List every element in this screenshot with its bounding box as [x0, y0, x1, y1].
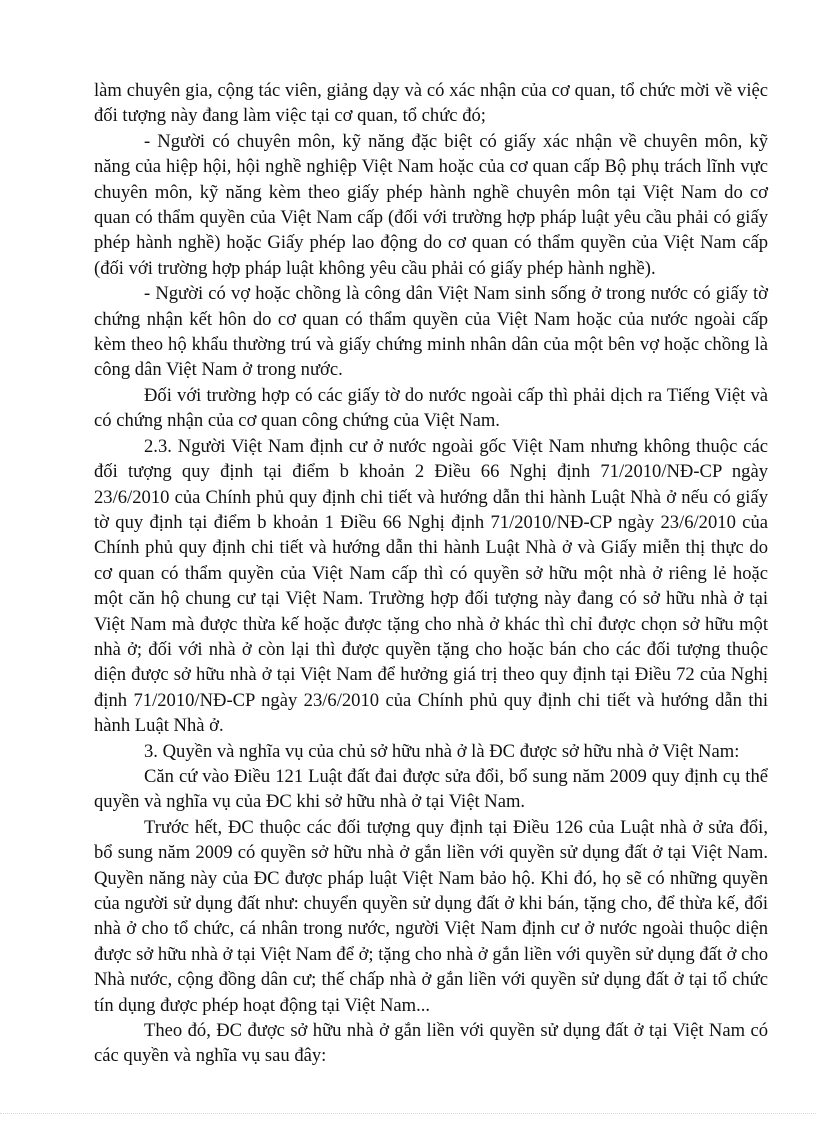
heading-section-3: 3. Quyền và nghĩa vụ của chủ sở hữu nhà ở là ĐC được sở hữu nhà ở Việt Nam:	[144, 740, 740, 762]
paragraph-spouse: - Người có vợ hoặc chồng là công dân Việt Nam sinh sống ở trong nước có giấy tờ chứng nhận kết hôn do cơ quan có thẩm quyền của Việt Nam hoặc của nước ngoài cấp kèm theo hộ khẩu thường trú và giấy chứng minh nhân dân của một bên vợ hoặc chồng là công dân Việt Nam ở trong nước.	[94, 283, 768, 381]
paragraph-foreign-documents: Đối với trường hợp có các giấy tờ do nước ngoài cấp thì phải dịch ra Tiếng Việt và có chứng nhận của cơ quan công chứng của Việt Nam.	[94, 384, 768, 432]
paragraph-conclusion: Theo đó, ĐC được sở hữu nhà ở gắn liền với quyền sử dụng đất ở tại Việt Nam có các quyền và nghĩa vụ sau đây:	[94, 1020, 768, 1067]
paragraph-rights: Trước hết, ĐC thuộc các đối tượng quy định tại Điều 126 của Luật nhà ở sửa đổi, bổ sung năm 2009 có quyền sở hữu nhà ở gắn liền với quyền sử dụng đất ở tại Việt Nam. Quyền năng này của ĐC được pháp luật Việt Nam bảo hộ. Khi đó, họ sẽ có những quyền của người sử dụng đất như: chuyển quyền sử dụng đất ở khi bán, tặng cho, để thừa kế, đổi nhà ở cho tổ chức, cá nhân trong nước, người Việt Nam định cư ở nước ngoài thuộc diện được sở hữu nhà ở tại Việt Nam để ở; tặng cho nhà ở gắn liền với quyền sử dụng đất ở cho Nhà nước, cộng đồng dân cư; thế chấp nhà ở gắn liền với quyền sử dụng đất ở tại tổ chức tín dụng được phép hoạt động tại Việt Nam...	[94, 816, 768, 1016]
page-bottom-divider	[0, 1113, 816, 1114]
paragraph-special-skills: - Người có chuyên môn, kỹ năng đặc biệt có giấy xác nhận về chuyên môn, kỹ năng của hiệp hội, hội nghề nghiệp Việt Nam hoặc của cơ quan cấp Bộ phụ trách lĩnh vực chuyên môn, kỹ năng kèm theo giấy phép hành nghề chuyên môn tại Việt Nam do cơ quan có thẩm quyền của Việt Nam cấp (đối với trường hợp pháp luật yêu cầu phải có giấy phép hành nghề) hoặc Giấy phép lao động do cơ quan có thẩm quyền của Việt Nam cấp (đối với trường hợp pháp luật không yêu cầu phải có giấy phép hành nghề).	[94, 130, 768, 279]
paragraph-continuation: làm chuyên gia, cộng tác viên, giảng dạy và có xác nhận của cơ quan, tổ chức mời về việc đối tượng này đang làm việc tại cơ quan, tổ chức đó;	[94, 80, 768, 127]
paragraph-article-121: Căn cứ vào Điều 121 Luật đất đai được sửa đổi, bổ sung năm 2009 quy định cụ thể quyền và nghĩa vụ của ĐC khi sở hữu nhà ở tại Việt Nam.	[94, 765, 768, 813]
paragraph-section-2-3: 2.3. Người Việt Nam định cư ở nước ngoài gốc Việt Nam nhưng không thuộc các đối tượng quy định tại điểm b khoản 2 Điều 66 Nghị định 71/2010/NĐ-CP ngày 23/6/2010 của Chính phủ quy định chi tiết và hướng dẫn thi hành Luật Nhà ở nếu có giấy tờ quy định tại điểm b khoản 1 Điều 66 Nghị định 71/2010/NĐ-CP ngày 23/6/2010 của Chính phủ quy định chi tiết và hướng dẫn thi hành Luật Nhà ở và Giấy miễn thị thực do cơ quan có thẩm quyền của Việt Nam cấp thì có quyền sở hữu một nhà ở riêng lẻ hoặc một căn hộ chung cư tại Việt Nam. Trường hợp đối tượng này đang có sở hữu nhà ở tại Việt Nam mà được thừa kế hoặc được tặng cho nhà ở khác thì chỉ được chọn sở hữu một nhà ở; đối với nhà ở còn lại thì được quyền tặng cho hoặc bán cho các đối tượng thuộc diện được sở hữu nhà ở tại Việt Nam để hưởng giá trị theo quy định tại Điều 72 của Nghị định 71/2010/NĐ-CP ngày 23/6/2010 của Chính phủ quy định chi tiết và hướng dẫn thi hành Luật Nhà ở.	[94, 435, 768, 737]
document-body	[94, 78, 768, 1069]
